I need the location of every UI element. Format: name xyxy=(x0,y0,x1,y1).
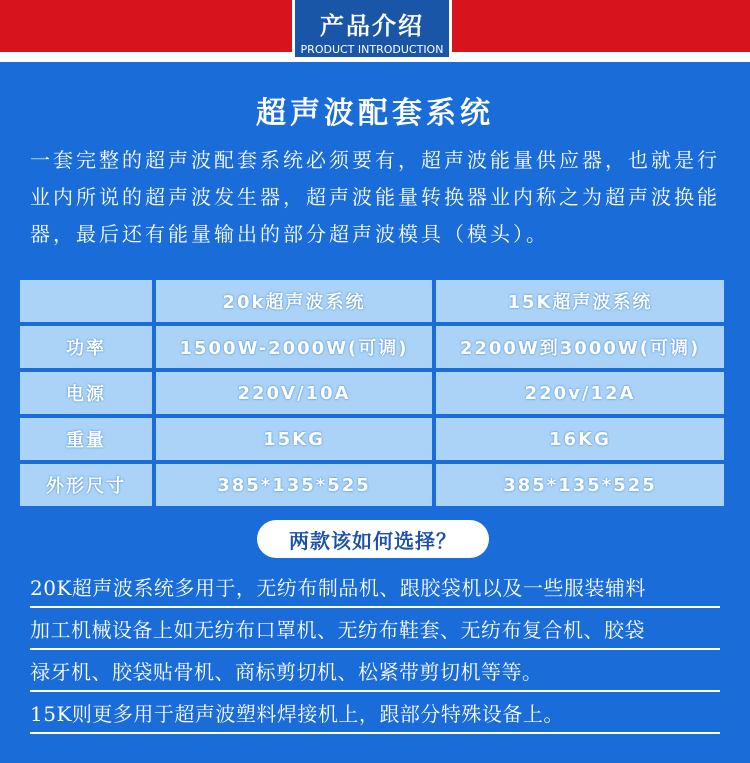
table-cell: 385*135*525 xyxy=(436,464,724,506)
table-row-label: 外形尺寸 xyxy=(20,464,152,506)
table-cell: 385*135*525 xyxy=(156,464,432,506)
table-cell: 220v/12A xyxy=(436,372,724,414)
header-title-cn: 产品介绍 xyxy=(320,12,424,40)
table-row xyxy=(20,464,724,506)
table-header-row xyxy=(20,280,724,322)
table-row-label: 重量 xyxy=(20,418,152,460)
page-title: 超声波配套系统 xyxy=(256,96,494,131)
usage-line: 加工机械设备上如无纺布口罩机、无纺布鞋套、无纺布复合机、胶袋 xyxy=(30,612,720,650)
usage-line: 20K超声波系统多用于，无纺布制品机、跟胶袋机以及一些服装辅料 xyxy=(30,570,720,608)
header-title-en: PRODUCT INTRODUCTION xyxy=(300,43,444,56)
table-row xyxy=(20,372,724,414)
table-header-cell: 15K超声波系统 xyxy=(436,280,724,322)
table-cell: 15KG xyxy=(156,418,432,460)
header-tab xyxy=(292,0,452,60)
table-cell: 16KG xyxy=(436,418,724,460)
usage-line: 15K则更多用于超声波塑料焊接机上，跟部分特殊设备上。 xyxy=(30,696,720,734)
table-header-cell xyxy=(20,280,152,322)
table-cell: 220V/10A xyxy=(156,372,432,414)
intro-paragraph: 一套完整的超声波配套系统必须要有，超声波能量供应器，也就是行业内所说的超声波发生器，超声波能量转换器业内称之为超声波换能器，最后还有能量输出的部分超声波模具（模头）。 xyxy=(30,148,720,246)
table-cell: 1500W-2000W(可调) xyxy=(156,326,432,368)
spec-table xyxy=(20,280,724,510)
table-row-label: 功率 xyxy=(20,326,152,368)
table-cell: 2200W到3000W(可调) xyxy=(436,326,724,368)
usage-line: 禄牙机、胶袋贴骨机、商标剪切机、松紧带剪切机等等。 xyxy=(30,654,720,692)
table-row xyxy=(20,418,724,460)
choose-title-badge: 两款该如何选择？ xyxy=(257,520,489,558)
usage-text xyxy=(30,570,720,738)
table-row-label: 电源 xyxy=(20,372,152,414)
table-header-cell: 20k超声波系统 xyxy=(156,280,432,322)
table-row xyxy=(20,326,724,368)
